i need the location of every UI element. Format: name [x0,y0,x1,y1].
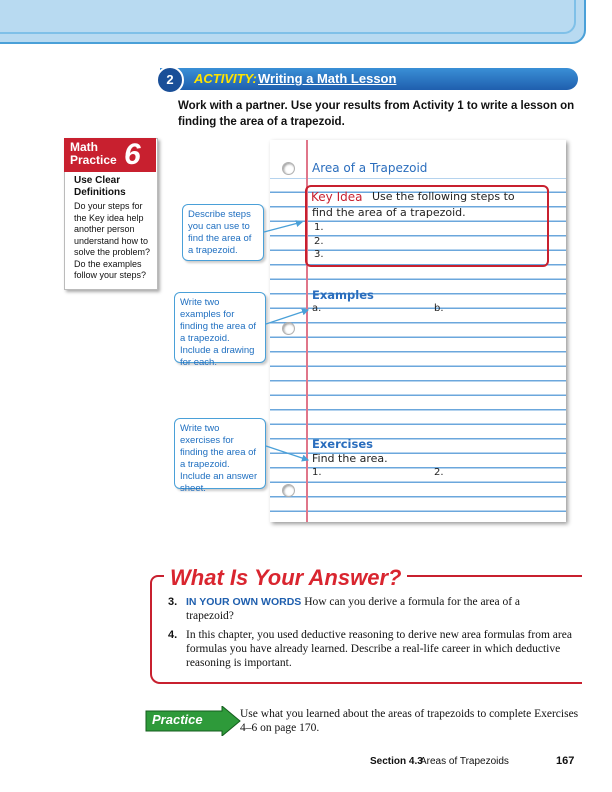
activity-number: 2 [156,66,184,94]
footer-title: Areas of Trapezoids [420,756,509,767]
callout-examples: Write two examples for finding the area of a trapezoid. Include a drawing for each. [174,292,266,363]
question-4-text: In this chapter, you used deductive reasoning to derive new area formulas from area formulas you have already learned. Describe a real-life career in which deductive reasoning is important. [186,629,572,669]
callout-steps: Describe steps you can use to find the area of a trapezoid. [182,204,264,261]
step-item: 2. [314,236,324,247]
example-b: b. [434,303,444,314]
activity-label: ACTIVITY: [194,71,257,86]
question-4-number: 4. [168,629,178,641]
notebook-title: Area of a Trapezoid [312,161,428,175]
practice-label: Practice [152,712,203,727]
activity-title: Writing a Math Lesson [258,71,397,86]
exercises-text: Find the area. [312,452,388,465]
page-number: 167 [556,755,575,767]
callout-arrow-steps [264,222,302,232]
activity-instructions: Work with a partner. Use your results from Activity 1 to write a lesson on finding the area of a trapezoid. [178,100,575,128]
example-a: a. [312,303,322,314]
key-idea-text-line-2: find the area of a trapezoid. [312,206,466,219]
step-item: 3. [314,249,324,260]
math-practice-title: Math Practice [70,140,117,167]
callout-exercises: Write two exercises for finding the area of a trapezoid. Include an answer sheet. [174,418,266,489]
exercise-1: 1. [312,467,322,478]
what-is-your-answer-title: What Is Your Answer? [164,565,407,591]
footer-section: Section 4.3 [370,756,423,767]
math-practice-text: Do your steps for the Key idea help another person understand how to solve the problem? Do the examples follow your steps? [74,201,151,280]
step-item: 1. [314,222,324,233]
question-3-keyword: IN YOUR OWN WORDS [186,596,302,608]
examples-label: Examples [312,288,374,302]
question-3-text: How can you derive a formula for the area of a trapezoid? [186,596,521,622]
callout-arrow-examples [266,310,308,324]
question-3-number: 3. [168,596,178,608]
question-3 [186,595,566,623]
exercise-2: 2. [434,467,444,478]
exercises-label: Exercises [312,437,373,451]
math-practice-subtitle: Use Clear Definitions [74,175,126,198]
callout-arrow-exercises [266,446,308,460]
math-practice-number: 6 [124,138,141,171]
practice-text: Use what you learned about the areas of trapezoids to complete Exercises 4–6 on page 170. [240,708,579,734]
key-idea-text: Use the following steps to [372,190,515,203]
key-idea-label: Key Idea [311,190,363,204]
